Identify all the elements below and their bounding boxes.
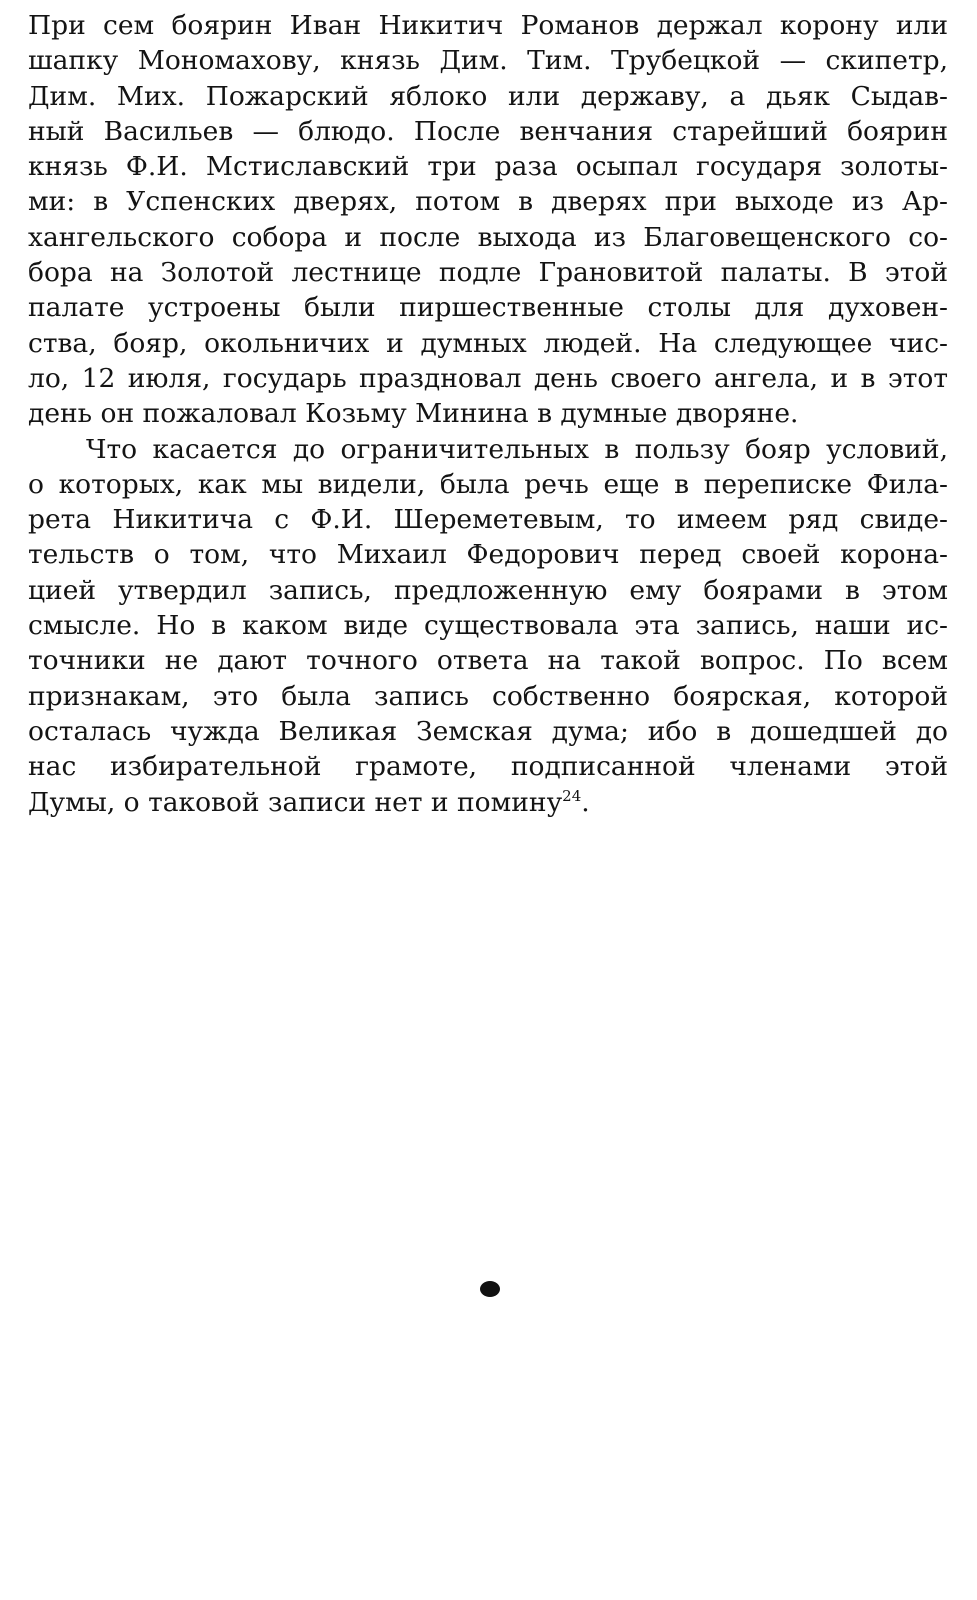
text-line: палате устроены были пиршественные столы для духовен- (28, 292, 948, 324)
page-mark-dot (480, 1281, 500, 1297)
text-line: ло, 12 июля, государь праздновал день своего ангела, и в этот (28, 362, 948, 394)
footnote-reference[interactable]: 24 (562, 786, 582, 805)
text-line: о которых, как мы видели, была речь еще в переписке Фила- (28, 468, 948, 500)
text-line-final (28, 785, 948, 820)
text-line: Дим. Мих. Пожарский яблоко или державу, а дьяк Сыдав- (28, 80, 948, 112)
text-line: бора на Золотой лестнице подле Грановитой палаты. В этой (28, 257, 948, 289)
paragraph-2 (28, 432, 948, 820)
text-line: нас избирательной грамоте, подписанной членами этой (28, 751, 948, 783)
text-line: день он пожаловал Козьму Минина в думные дворяне. (28, 398, 799, 430)
text-line: хангельского собора и после выхода из Благовещенского со- (28, 221, 948, 253)
paragraph-1 (28, 8, 948, 432)
text-line: шапку Мономахову, князь Дим. Тим. Трубецкой — скипетр, (28, 45, 948, 77)
text-line: ства, бояр, окольничих и думных людей. На следующее чис- (28, 327, 948, 359)
text-line: рета Никитича с Ф.И. Шереметевым, то имеем ряд свиде- (28, 504, 948, 536)
text-line: ми: в Успенских дверях, потом в дверях при выходе из Ар- (28, 186, 948, 218)
text-line: цией утвердил запись, предложенную ему боярами в этом (28, 574, 948, 606)
text-line: тельств о том, что Михаил Федорович перед своей корона- (28, 539, 948, 571)
final-line-text: Думы, о таковой записи нет и помину (28, 786, 563, 818)
text-line: признакам, это была запись собственно боярская, которой (28, 680, 948, 712)
text-line: При сем боярин Иван Никитич Романов держал корону или (28, 10, 948, 41)
text-line: Что касается до ограничительных в пользу бояр условий, (86, 433, 948, 465)
text-line: осталась чужда Великая Земская дума; ибо в дошедшей до (28, 715, 948, 747)
text-line: точники не дают точного ответа на такой вопрос. По всем (28, 645, 948, 677)
text-line: князь Ф.И. Мстиславский три раза осыпал государя золоты- (28, 151, 948, 183)
text-line: смысле. Но в каком виде существовала эта запись, наши ис- (28, 610, 948, 642)
body-text (28, 8, 948, 820)
final-punctuation: . (581, 786, 590, 818)
text-line: ный Васильев — блюдо. После венчания старейший боярин (28, 115, 948, 147)
